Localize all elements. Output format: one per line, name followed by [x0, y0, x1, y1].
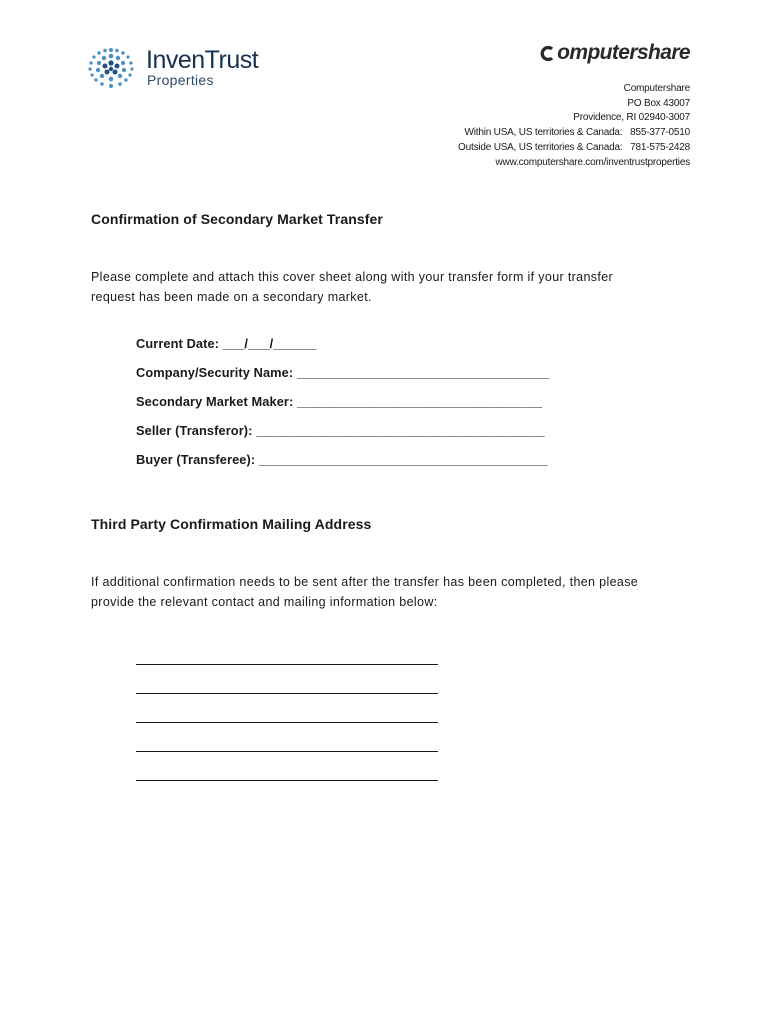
address-line: PO Box 43007: [627, 97, 690, 109]
intro-line: request has been made on a secondary market.: [91, 289, 372, 304]
mailing-address-line[interactable]: [136, 693, 438, 694]
computershare-c-icon: [538, 44, 557, 63]
address-phone-international: Outside USA, US territories & Canada: 781-575-2428: [458, 141, 690, 153]
address-website: www.computershare.com/inventrustproperties: [495, 156, 690, 168]
computershare-logo: [538, 40, 690, 66]
secondary-market-maker-field[interactable]: Secondary Market Maker: __________________________________: [136, 394, 543, 409]
mailing-address-line[interactable]: [136, 751, 438, 752]
mailing-address-line[interactable]: [136, 722, 438, 723]
inventrust-name: InvenTrust: [146, 46, 259, 74]
mailing-address-line[interactable]: [136, 664, 438, 665]
section2-title: Third Party Confirmation Mailing Address: [91, 516, 372, 532]
intro-line: provide the relevant contact and mailing information below:: [91, 594, 438, 609]
globe-icon: [84, 44, 138, 90]
address-line: Computershare: [623, 83, 690, 94]
address-phone-domestic: Within USA, US territories & Canada: 855-377-0510: [464, 127, 690, 139]
company-security-name-field[interactable]: Company/Security Name: ___________________________________: [136, 365, 550, 380]
section1-intro: [91, 268, 691, 307]
current-date-field[interactable]: Current Date: ___/___/______: [136, 336, 317, 351]
computershare-address: [458, 82, 690, 170]
computershare-name: omputershare: [557, 41, 690, 64]
address-line: Providence, RI 02940-3007: [573, 112, 690, 124]
inventrust-subtitle: Properties: [147, 72, 214, 88]
section2-intro: [91, 573, 691, 612]
section1-title: Confirmation of Secondary Market Transfer: [91, 211, 383, 227]
intro-line: Please complete and attach this cover sheet along with your transfer form if your transfer: [91, 270, 614, 284]
intro-line: If additional confirmation needs to be sent after the transfer has been completed, then please: [91, 575, 639, 589]
buyer-transferee-field[interactable]: Buyer (Transferee): ________________________________________: [136, 452, 548, 467]
inventrust-logo: [84, 44, 274, 92]
seller-transferor-field[interactable]: Seller (Transferor): ________________________________________: [136, 423, 545, 438]
mailing-address-line[interactable]: [136, 780, 438, 781]
